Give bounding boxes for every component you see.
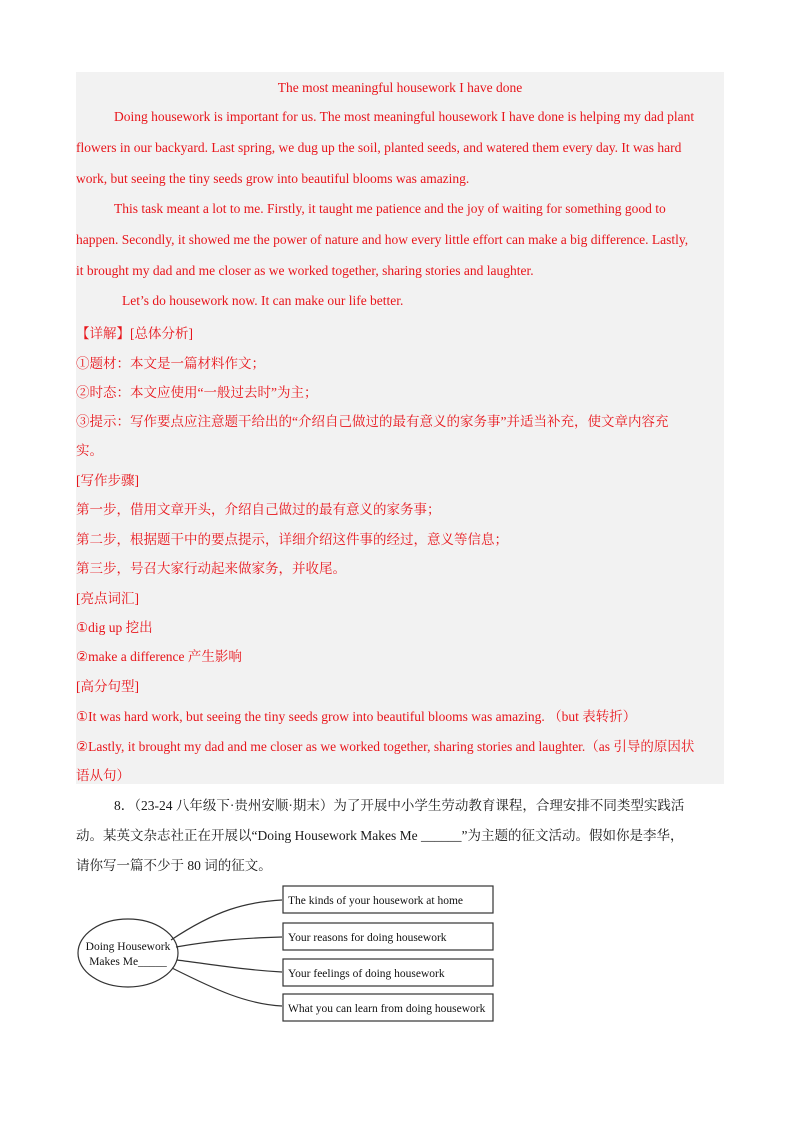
question-line-2: 动。某英文杂志社正在开展以“Doing Housework Makes Me ______”为主题的征文活动。假如你是李华，: [76, 828, 684, 843]
question-line-1: 8．（23-24 八年级下·贵州安顺·期末）为了开展中小学生劳动教育课程，合理安排不同类型实践活: [114, 798, 685, 813]
analysis-item-2: ②时态：本文应使用“一般过去时”为主；: [76, 385, 318, 400]
sentence-heading: [高分句型]: [76, 679, 139, 694]
essay-paragraph-3: Let’s do housework now. It can make our life better.: [122, 293, 404, 308]
center-label-line-2: Makes Me_____: [89, 956, 167, 968]
analysis-item-3-line-2: 实。: [76, 443, 103, 458]
sentence-item-2-line-2: 语从句）: [76, 768, 130, 783]
essay-paragraph-2-line-2: happen. Secondly, it showed me the power of nature and how every little effort can make a big difference. Lastly,: [76, 232, 689, 247]
essay-paragraph-1-line-2: flowers in our backyard. Last spring, we dug up the soil, planted seeds, and watered them every day. It was hard: [76, 140, 682, 155]
vocab-item-2: ②make a difference 产生影响: [76, 649, 242, 664]
mind-map-diagram: [76, 880, 506, 1030]
essay-title: The most meaningful housework I have done: [277, 80, 523, 95]
question-line-3: 请你写一篇不少于 80 词的征文。: [76, 858, 272, 873]
writing-step-3: 第三步，号召大家行动起来做家务，并收尾。: [76, 561, 346, 576]
analysis-heading: 【详解】[总体分析]: [76, 326, 193, 341]
vocab-heading: [亮点词汇]: [76, 591, 139, 606]
topic-box-2-label: Your reasons for doing housework: [288, 932, 447, 944]
topic-box-3-label: Your feelings of doing housework: [288, 968, 445, 980]
essay-paragraph-2-line-3: it brought my dad and me closer as we worked together, sharing stories and laughter.: [76, 263, 534, 278]
analysis-item-3-line-1: ③提示：写作要点应注意题干给出的“介绍自己做过的最有意义的家务事”并适当补充，使文章内容充: [76, 414, 669, 429]
center-ellipse: [78, 919, 178, 987]
center-label-line-1: Doing Housework: [85, 941, 171, 953]
connector-2: [176, 937, 282, 947]
topic-box-1-label: The kinds of your housework at home: [288, 895, 464, 907]
connector-1: [171, 900, 282, 940]
writing-step-1: 第一步，借用文章开头，介绍自己做过的最有意义的家务事；: [76, 502, 441, 517]
writing-step-2: 第二步，根据题干中的要点提示，详细介绍这件事的经过，意义等信息；: [76, 532, 508, 547]
analysis-item-1: ①题材：本文是一篇材料作文；: [76, 356, 265, 371]
sentence-item-2-line-1: ②Lastly, it brought my dad and me closer as we worked together, sharing stories and laughter.（as 引导的原因状: [76, 739, 695, 754]
connector-3: [177, 960, 282, 972]
essay-paragraph-1-line-1: Doing housework is important for us. The most meaningful housework I have done is helping my dad plant: [114, 109, 695, 124]
vocab-item-1: ①dig up 挖出: [76, 620, 153, 635]
essay-paragraph-2-line-1: This task meant a lot to me. Firstly, it taught me patience and the joy of waiting for something good to: [114, 201, 666, 216]
essay-paragraph-1-line-3: work, but seeing the tiny seeds grow into beautiful blooms was amazing.: [76, 171, 470, 186]
sentence-item-1: ①It was hard work, but seeing the tiny seeds grow into beautiful blooms was amazing. （but 表转折）: [76, 709, 637, 724]
topic-box-4-label: What you can learn from doing housework: [288, 1003, 486, 1015]
connector-4: [172, 968, 282, 1006]
writing-steps-heading: [写作步骤]: [76, 473, 139, 488]
